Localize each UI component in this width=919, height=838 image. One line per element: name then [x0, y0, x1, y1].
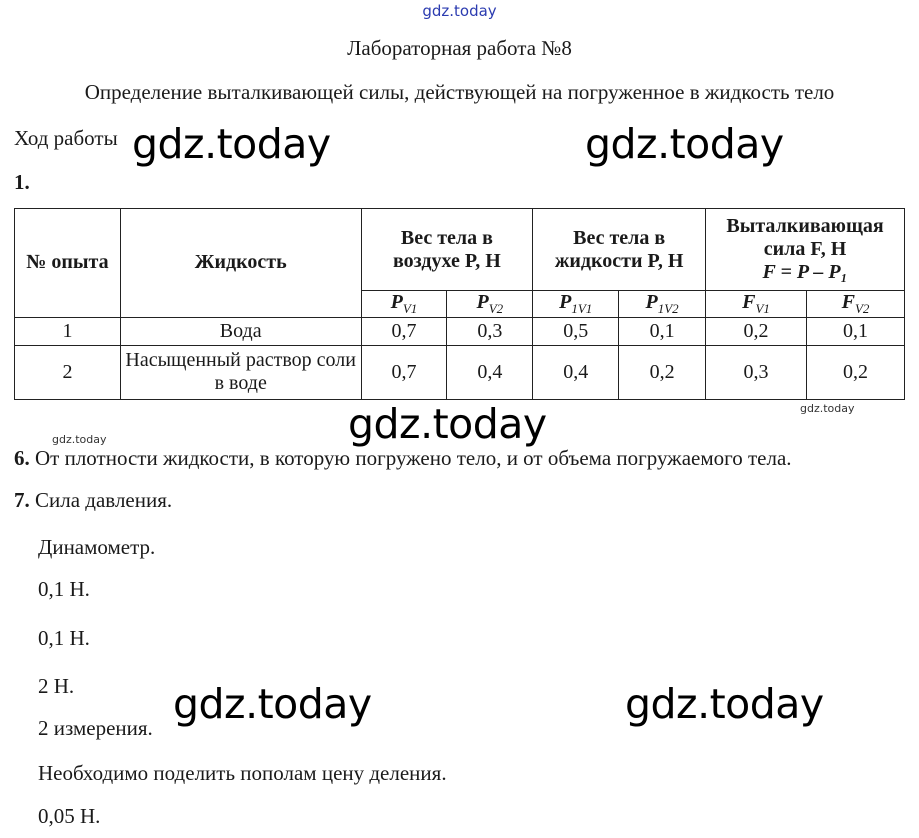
- answer7: [14, 488, 172, 513]
- header-experiment: № опыта: [15, 209, 121, 318]
- header-buoyant-formula: F = P – P₁: [762, 261, 848, 283]
- cell-n: 1: [15, 317, 121, 345]
- answer7-line: 0,1 Н.: [38, 577, 90, 601]
- answer7-line: 2 измерения.: [38, 716, 153, 740]
- answer7-text: Сила давления.: [35, 488, 173, 512]
- watermark-large: gdz.today: [625, 680, 824, 728]
- cell-value: 0,2: [807, 345, 905, 399]
- subheader-p-v2: $P_{V2}$: [447, 291, 533, 318]
- watermark-small: gdz.today: [800, 402, 855, 415]
- cell-value: 0,5: [533, 317, 619, 345]
- subheader-p-v1: $P_{V1}$: [361, 291, 447, 318]
- answer7-line: 2 Н.: [38, 674, 75, 698]
- header-weight-air: Вес тела в воздухе P, Н: [361, 209, 533, 291]
- cell-value: 0,2: [706, 317, 807, 345]
- watermark-large: gdz.today: [585, 120, 784, 168]
- cell-value: 0,7: [361, 317, 447, 345]
- cell-value: 0,4: [447, 345, 533, 399]
- header-buoyant-title: Выталкивающая сила F, Н: [726, 215, 884, 260]
- cell-value: 0,7: [361, 345, 447, 399]
- step1-number: 1.: [14, 170, 30, 194]
- answer7-line: 0,05 Н.: [38, 804, 101, 828]
- table-row: [15, 317, 905, 345]
- watermark-large: gdz.today: [132, 120, 331, 168]
- subheader-f-v1: $F_{V1}$: [706, 291, 807, 318]
- subheader-p1-v1: $P_{1V1}$: [533, 291, 619, 318]
- cell-value: 0,2: [619, 345, 706, 399]
- page-subtitle: Определение выталкивающей силы, действующей на погруженное в жидкость тело: [84, 80, 835, 104]
- results-table: [14, 208, 905, 400]
- cell-n: 2: [15, 345, 121, 399]
- table-row: [15, 345, 905, 399]
- watermark-large: gdz.today: [173, 680, 372, 728]
- page-title: Лабораторная работа №8: [347, 36, 572, 60]
- top-watermark-logo: gdz.today: [422, 2, 497, 20]
- cell-liquid: Вода: [120, 317, 361, 345]
- cell-value: 0,3: [706, 345, 807, 399]
- answer7-line: 0,1 Н.: [38, 626, 90, 650]
- progress-label: Ход работы: [14, 126, 118, 150]
- answer6: [14, 446, 792, 471]
- cell-liquid: Насыщенный раствор соли в воде: [120, 345, 361, 399]
- answer7-number: 7.: [14, 488, 30, 512]
- answer7-line: Динамометр.: [38, 535, 156, 559]
- header-weight-liquid: Вес тела в жидкости P, Н: [533, 209, 706, 291]
- subheader-p1-v2: $P_{1V2}$: [619, 291, 706, 318]
- answer6-number: 6.: [14, 446, 30, 470]
- cell-value: 0,4: [533, 345, 619, 399]
- answer6-text: От плотности жидкости, в которую погружено тело, и от объема погружаемого тела.: [35, 446, 792, 470]
- header-buoyant-force: [706, 209, 905, 291]
- cell-value: 0,1: [619, 317, 706, 345]
- answer7-line: Необходимо поделить пополам цену деления.: [38, 761, 447, 785]
- header-liquid: Жидкость: [120, 209, 361, 318]
- watermark-large: gdz.today: [348, 400, 547, 448]
- watermark-small: gdz.today: [52, 433, 107, 446]
- subheader-f-v2: $F_{V2}$: [807, 291, 905, 318]
- cell-value: 0,3: [447, 317, 533, 345]
- cell-value: 0,1: [807, 317, 905, 345]
